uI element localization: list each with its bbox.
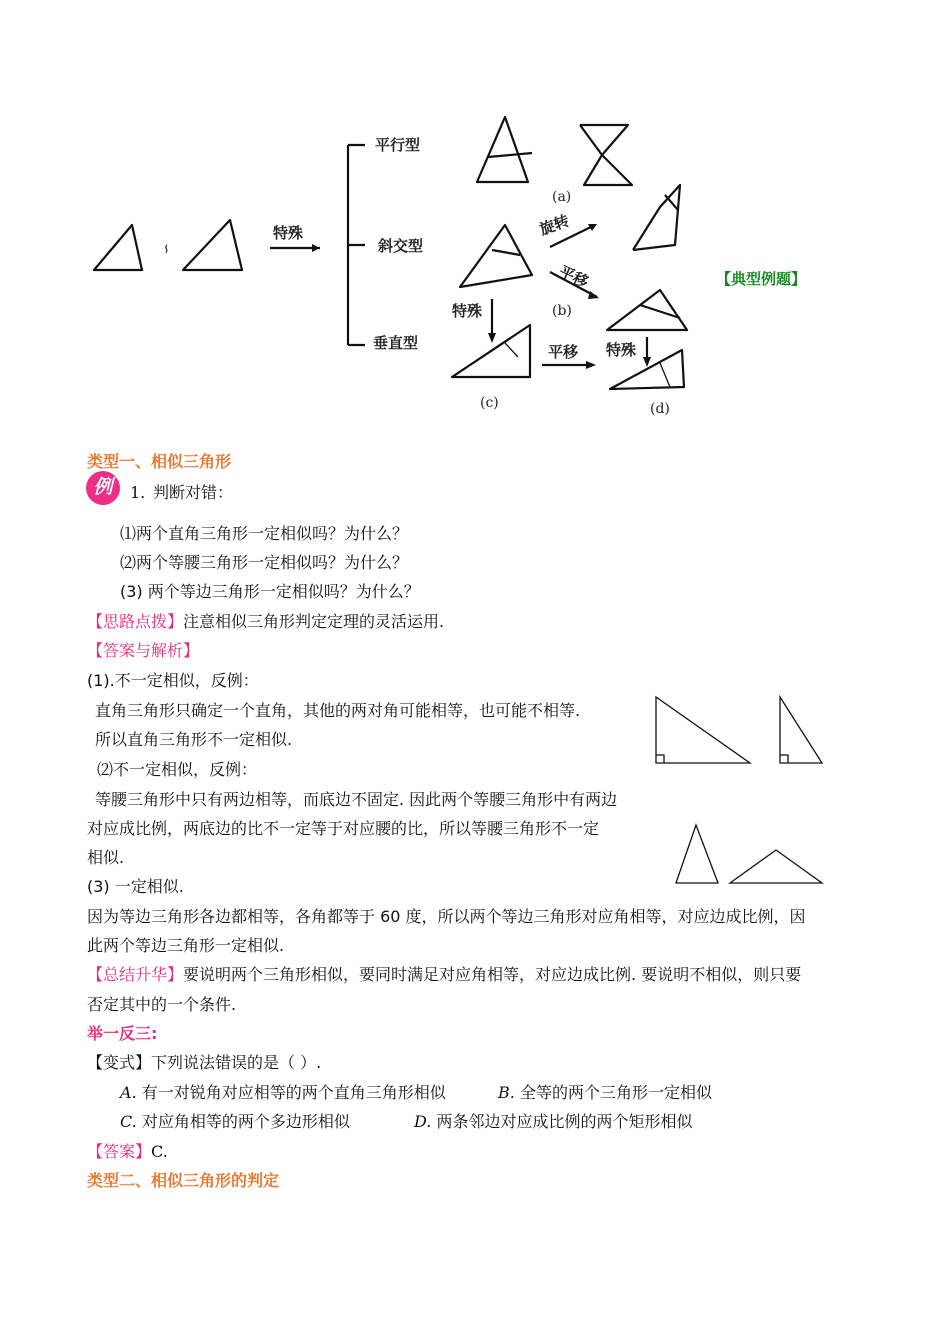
practice-title: 举一反三: (87, 1024, 158, 1043)
option-b-text: 全等的两个三角形一定相似 (519, 1083, 712, 1102)
option-a-text: 有一对锐角对应相等的两个直角三角形相似 (141, 1083, 446, 1102)
special-vertical-label: 特殊 (452, 302, 483, 320)
right-triangle-2 (780, 697, 822, 763)
special-label: 特殊 (273, 224, 304, 242)
section2-title: 类型二、相似三角形的判定 (87, 1171, 280, 1190)
option-d-text: 两条邻边对应成比例的两个矩形相似 (436, 1112, 693, 1131)
special-right-label: 特殊 (606, 341, 637, 359)
answer2-line-3: 相似. (87, 848, 125, 867)
answer2-line-1: 等腰三角形中只有两边相等，而底边不固定. 因此两个等腰三角形中有两边 (95, 790, 618, 809)
question-item-1: ⑴两个直角三角形一定相似吗？为什么？ (120, 524, 409, 543)
answer1-line-2: 所以直角三角形不一定相似. (95, 730, 293, 749)
fig-a-triangle (477, 117, 528, 182)
variant-text: 下列说法错误的是（ ）. (151, 1053, 322, 1072)
right-triangle-1 (656, 697, 750, 763)
answer-value: C. (151, 1142, 168, 1161)
branch-vertical: 垂直型 (373, 334, 419, 352)
example-badge: 例 (86, 471, 120, 505)
branch-oblique: 斜交型 (378, 237, 424, 255)
counterexample-figures (640, 685, 840, 895)
branch-parallel: 平行型 (375, 136, 421, 154)
label-b: (b) (552, 303, 572, 319)
hint-text: 注意相似三角形判定定理的灵活运用. (183, 612, 445, 631)
fig-b-triangle (460, 225, 532, 287)
summary-line-2: 否定其中的一个条件. (87, 995, 237, 1014)
variant-label: 【变式】 (87, 1053, 152, 1072)
option-c-text: 对应角相等的两个多边形相似 (141, 1112, 350, 1131)
answer-label: 【答案】 (87, 1142, 152, 1161)
answer2-head: ⑵不一定相似，反例： (97, 760, 258, 779)
fig-a-hourglass (580, 125, 632, 185)
answer1-line-1: 直角三角形只确定一个直角，其他的两对角可能相等，也可能不相等. (95, 701, 581, 720)
answer3-head: (3) 一定相似. (87, 877, 184, 896)
answer3-line-1: 因为等边三角形各边都相等，各角都等于 60 度，所以两个等边三角形对应角相等，对应边成比例，因 (87, 907, 806, 926)
triangle-right (183, 220, 242, 270)
rotate-label: 旋转 (537, 211, 572, 239)
answer-analysis-label: 【答案与解析】 (87, 641, 200, 660)
question-item-2: ⑵两个等腰三角形一定相似吗？为什么？ (120, 553, 409, 572)
option-a-letter: A. (120, 1083, 137, 1102)
option-a (120, 1082, 446, 1104)
question-stem: 判断对错： (153, 483, 234, 502)
question-number: 1. (130, 483, 146, 502)
label-a: (a) (552, 189, 572, 205)
fig-b-rotated (633, 185, 680, 250)
option-b-letter: B. (498, 1083, 515, 1102)
option-d-letter: D. (414, 1112, 432, 1131)
section1-title: 类型一、相似三角形 (87, 452, 232, 471)
triangle-left (94, 225, 142, 270)
option-b (498, 1082, 712, 1104)
summary-line-1: 要说明两个三角形相似，要同时满足对应角相等，对应边成比例. 要说明不相似，则只要 (183, 965, 802, 984)
option-c-letter: C. (120, 1112, 137, 1131)
question-item-3: (3) 两个等边三角形一定相似吗？为什么？ (120, 582, 420, 601)
label-c: (c) (480, 395, 499, 411)
answer1-head: (1).不一定相似，反例： (87, 671, 259, 690)
translate-label: 平移 (556, 262, 592, 292)
fig-b-translated (607, 290, 687, 330)
answer3-line-2: 此两个等边三角形一定相似. (87, 936, 285, 955)
isosceles-triangle-2 (730, 850, 822, 883)
similar-triangle-types-diagram (80, 105, 720, 425)
hint-label: 【思路点拨】 (87, 612, 184, 631)
label-d: (d) (650, 401, 670, 417)
translate-bottom-label: 平移 (548, 343, 579, 361)
answer2-line-2: 对应成比例，两底边的比不一定等于对应腰的比，所以等腰三角形不一定 (87, 819, 600, 838)
option-d (414, 1111, 692, 1133)
summary-label: 【总结升华】 (87, 965, 184, 984)
similar-symbol: ∽ (158, 243, 174, 255)
option-c (120, 1111, 350, 1133)
typical-examples-heading: 【典型例题】 (716, 270, 807, 288)
isosceles-triangle-1 (676, 825, 718, 883)
